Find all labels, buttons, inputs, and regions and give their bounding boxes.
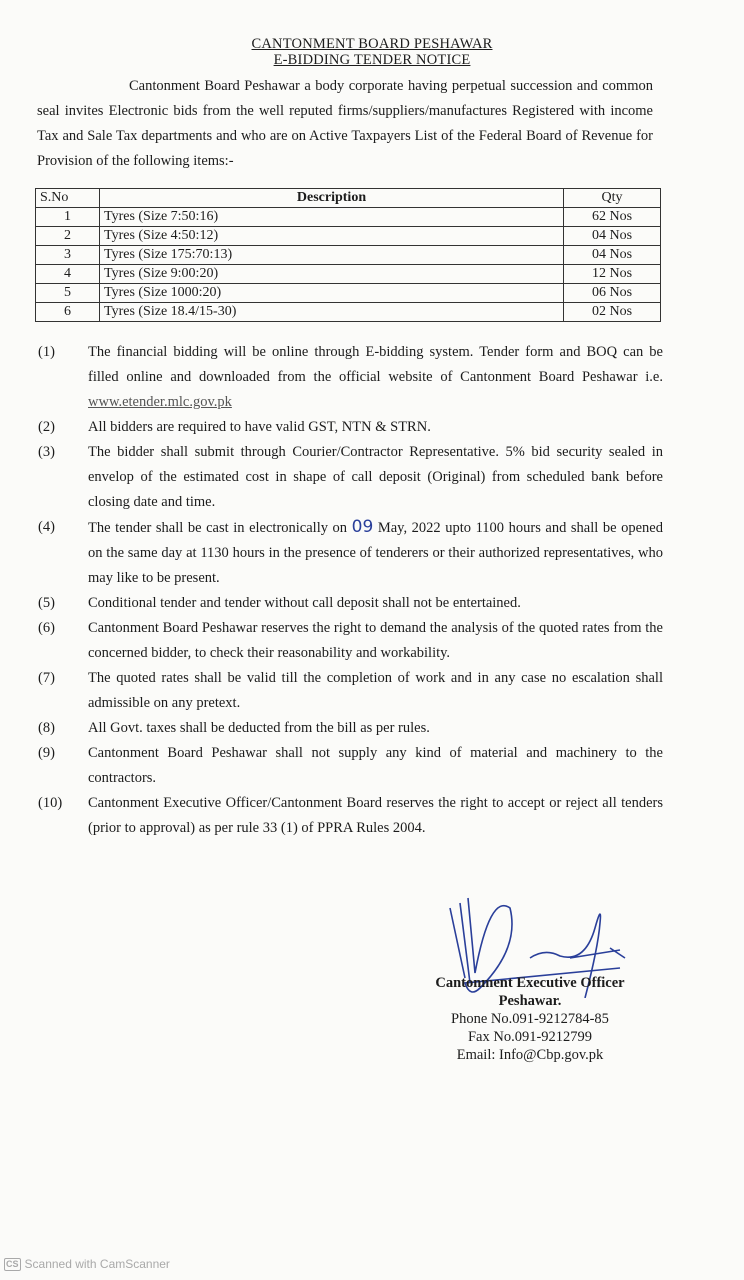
clause-2 (38, 415, 663, 440)
clause-text: The bidder shall submit through Courier/Contractor Representative. 5% bid security sealed in envelop of the estimated cost in shape of call deposit (Original) from scheduled bank before closing date and time. (88, 444, 663, 510)
clause-7 (38, 666, 663, 716)
clause-text-continued: May, 2022 upto 1100 hours and shall be opened on the same day at 1130 hours in the presence of tenderers or their authorized representatives, who may like to be present. (88, 520, 663, 586)
row-description: Tyres (Size 9:00:20) (100, 265, 564, 284)
signatory-title: Cantonment Executive Officer (435, 975, 625, 991)
clause-10 (38, 791, 663, 841)
clause-number: (3) (38, 444, 55, 460)
clause-number: (5) (38, 595, 55, 611)
notice-subtitle (0, 52, 744, 69)
clause-text: All Govt. taxes shall be deducted from the bill as per rules. (88, 720, 430, 736)
signatory-fax: Fax No.091-9212799 (467, 1029, 593, 1045)
subtitle-text: E-BIDDING TENDER NOTICE (273, 52, 471, 68)
clause-number: (10) (38, 795, 63, 811)
items-table (35, 188, 661, 322)
notice-title (0, 36, 744, 53)
table-row (36, 284, 661, 303)
clause-number: (8) (38, 720, 55, 736)
clause-8 (38, 716, 663, 741)
clause-number: (4) (38, 519, 55, 535)
row-description: Tyres (Size 175:70:13) (100, 246, 564, 265)
clause-number: (6) (38, 620, 55, 636)
signatory-email: Email: Info@Cbp.gov.pk (456, 1047, 604, 1063)
row-qty: 04 Nos (564, 246, 661, 265)
row-description: Tyres (Size 7:50:16) (100, 208, 564, 227)
clause-text: The financial bidding will be online through E-bidding system. Tender form and BOQ can be filled online and downloaded from the official website of Cantonment Board Peshawar i.e. (88, 344, 663, 385)
clause-5 (38, 591, 663, 616)
clause-9 (38, 741, 663, 791)
signatory-city: Peshawar. (498, 993, 562, 1009)
terms-list (38, 340, 663, 841)
row-sno: 6 (36, 303, 100, 322)
row-qty: 62 Nos (564, 208, 661, 227)
table-row (36, 265, 661, 284)
row-description: Tyres (Size 1000:20) (100, 284, 564, 303)
camscanner-logo-icon: CS (6, 1258, 19, 1269)
clause-text: The tender shall be cast in electronically on (88, 520, 352, 536)
header-sno: S.No (36, 189, 100, 208)
clause-text: The quoted rates shall be valid till the completion of work and in any case no escalation shall admissible on any pretext. (88, 670, 663, 711)
row-sno: 3 (36, 246, 100, 265)
clause-text: Conditional tender and tender without call deposit shall not be entertained. (88, 595, 521, 611)
table-header-row (36, 189, 661, 208)
handwritten-date: 09 (351, 517, 374, 537)
row-qty: 06 Nos (564, 284, 661, 303)
header-qty: Qty (564, 189, 661, 208)
signatory-block (400, 974, 660, 1064)
table-row (36, 227, 661, 246)
row-qty: 12 Nos (564, 265, 661, 284)
clause-text: All bidders are required to have valid GST, NTN & STRN. (88, 419, 431, 435)
signatory-phone: Phone No.091-9212784-85 (451, 1011, 609, 1027)
row-description: Tyres (Size 18.4/15-30) (100, 303, 564, 322)
row-sno: 5 (36, 284, 100, 303)
row-description: Tyres (Size 4:50:12) (100, 227, 564, 246)
clause-text: Cantonment Board Peshawar shall not supply any kind of material and machinery to the contractors. (88, 745, 663, 786)
row-sno: 4 (36, 265, 100, 284)
clause-number: (7) (38, 670, 55, 686)
table-row (36, 208, 661, 227)
clause-4 (38, 515, 663, 591)
clause-6 (38, 616, 663, 666)
title-text: CANTONMENT BOARD PESHAWAR (251, 36, 493, 52)
header-description: Description (100, 189, 564, 208)
clause-number: (2) (38, 419, 55, 435)
watermark-text: Scanned with CamScanner (24, 1257, 170, 1271)
clause-text: Cantonment Board Peshawar reserves the right to demand the analysis of the quoted rates from the concerned bidder, to check their reasonability and workability. (88, 620, 663, 661)
clause-number: (1) (38, 344, 55, 360)
row-qty: 04 Nos (564, 227, 661, 246)
website-link[interactable]: www.etender.mlc.gov.pk (88, 394, 232, 410)
row-qty: 02 Nos (564, 303, 661, 322)
clause-3 (38, 440, 663, 515)
clause-text: Cantonment Executive Officer/Cantonment Board reserves the right to accept or reject all tenders (prior to approval) as per rule 33 (1) of PPRA Rules 2004. (88, 795, 663, 836)
camscanner-watermark (4, 1257, 170, 1271)
clause-1 (38, 340, 663, 415)
clause-number: (9) (38, 745, 55, 761)
table-row (36, 303, 661, 322)
row-sno: 2 (36, 227, 100, 246)
table-row (36, 246, 661, 265)
intro-paragraph: Cantonment Board Peshawar a body corporate having perpetual succession and common seal invites Electronic bids from the well reputed firms/suppliers/manufactures Registered with income Tax and Sale Tax departments and who are on Active Taxpayers List of the Federal Board of Revenue for Provision of the following items:- (37, 78, 653, 169)
row-sno: 1 (36, 208, 100, 227)
